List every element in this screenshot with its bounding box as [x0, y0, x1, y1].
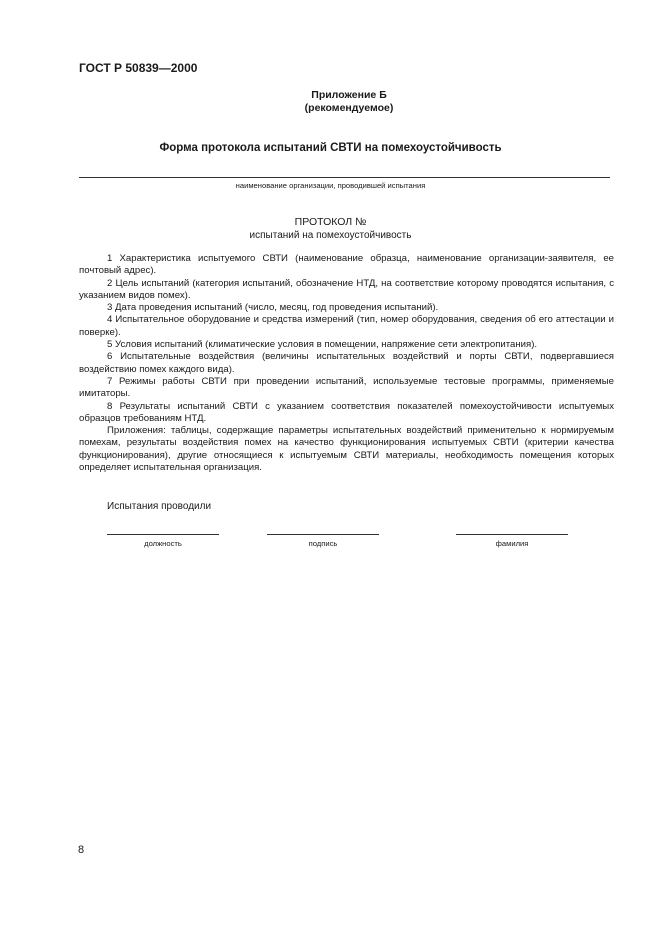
paragraph-attachments: Приложения: таблицы, содержащие параметры испытательных воздействий применительно к нормируемым помехам, результаты воздействия помех на качество функционирования испытуемых СВТИ (критерии качества функционирования), другие относящиеся к испытуемым СВТИ материалы, необходимость помещения которых определяет испытательная организация. — [79, 425, 614, 474]
paragraph-8: 8 Результаты испытаний СВТИ с указанием соответствия показателей помехоустойчивости испытуемых образцов требованиям НТД. — [79, 400, 614, 424]
protocol-title: ПРОТОКОЛ № — [294, 216, 367, 228]
signature-line — [107, 534, 219, 535]
appendix-subtitle: (рекомендуемое) — [304, 102, 394, 114]
protocol-subtitle: испытаний на помехоустойчивость — [249, 230, 412, 241]
signature-caption: фамилия — [495, 539, 529, 548]
signature-line — [456, 534, 568, 535]
signature-field-position — [107, 534, 219, 548]
paragraph-4: 4 Испытательное оборудование и средства измерений (тип, номер оборудования, сведения об его аттестации и поверке). — [79, 314, 614, 338]
paragraph-5: 5 Условия испытаний (климатические условия в помещении, напряжение сети электропитания). — [107, 339, 538, 351]
signers-label: Испытания проводили — [107, 501, 212, 512]
signature-caption: должность — [144, 539, 182, 548]
signature-field-signature — [267, 534, 379, 548]
signature-line — [267, 534, 379, 535]
signature-caption: подпись — [308, 539, 338, 548]
form-title: Форма протокола испытаний СВТИ на помехоустойчивость — [159, 142, 502, 154]
standard-code: ГОСТ Р 50839—2000 — [79, 61, 198, 75]
protocol-heading — [0, 216, 661, 242]
paragraph-3: 3 Дата проведения испытаний (число, месяц, год проведения испытаний). — [107, 302, 439, 314]
appendix-heading — [0, 89, 661, 115]
appendix-title: Приложение Б — [311, 89, 387, 101]
paragraph-2: 2 Цель испытаний (категория испытаний, обозначение НТД, на соответствие которому проводятся испытания, с указанием видов помех). — [79, 277, 614, 301]
protocol-contents — [79, 253, 614, 474]
organization-name-line — [79, 177, 610, 178]
paragraph-7: 7 Режимы работы СВТИ при проведении испытаний, используемые тестовые программы, применяемые имитаторы. — [79, 375, 614, 400]
organization-caption: наименование организации, проводившей испытания — [235, 181, 426, 190]
signature-field-surname — [456, 534, 568, 548]
paragraph-1: 1 Характеристика испытуемого СВТИ (наименование образца, наименование организации-заявителя, ее почтовый адрес). — [79, 253, 614, 277]
paragraph-6: 6 Испытательные воздействия (величины испытательных воздействий и порты СВТИ, подвергавшиеся воздействию помех каждого вида). — [79, 351, 614, 375]
page-number: 8 — [78, 844, 85, 856]
